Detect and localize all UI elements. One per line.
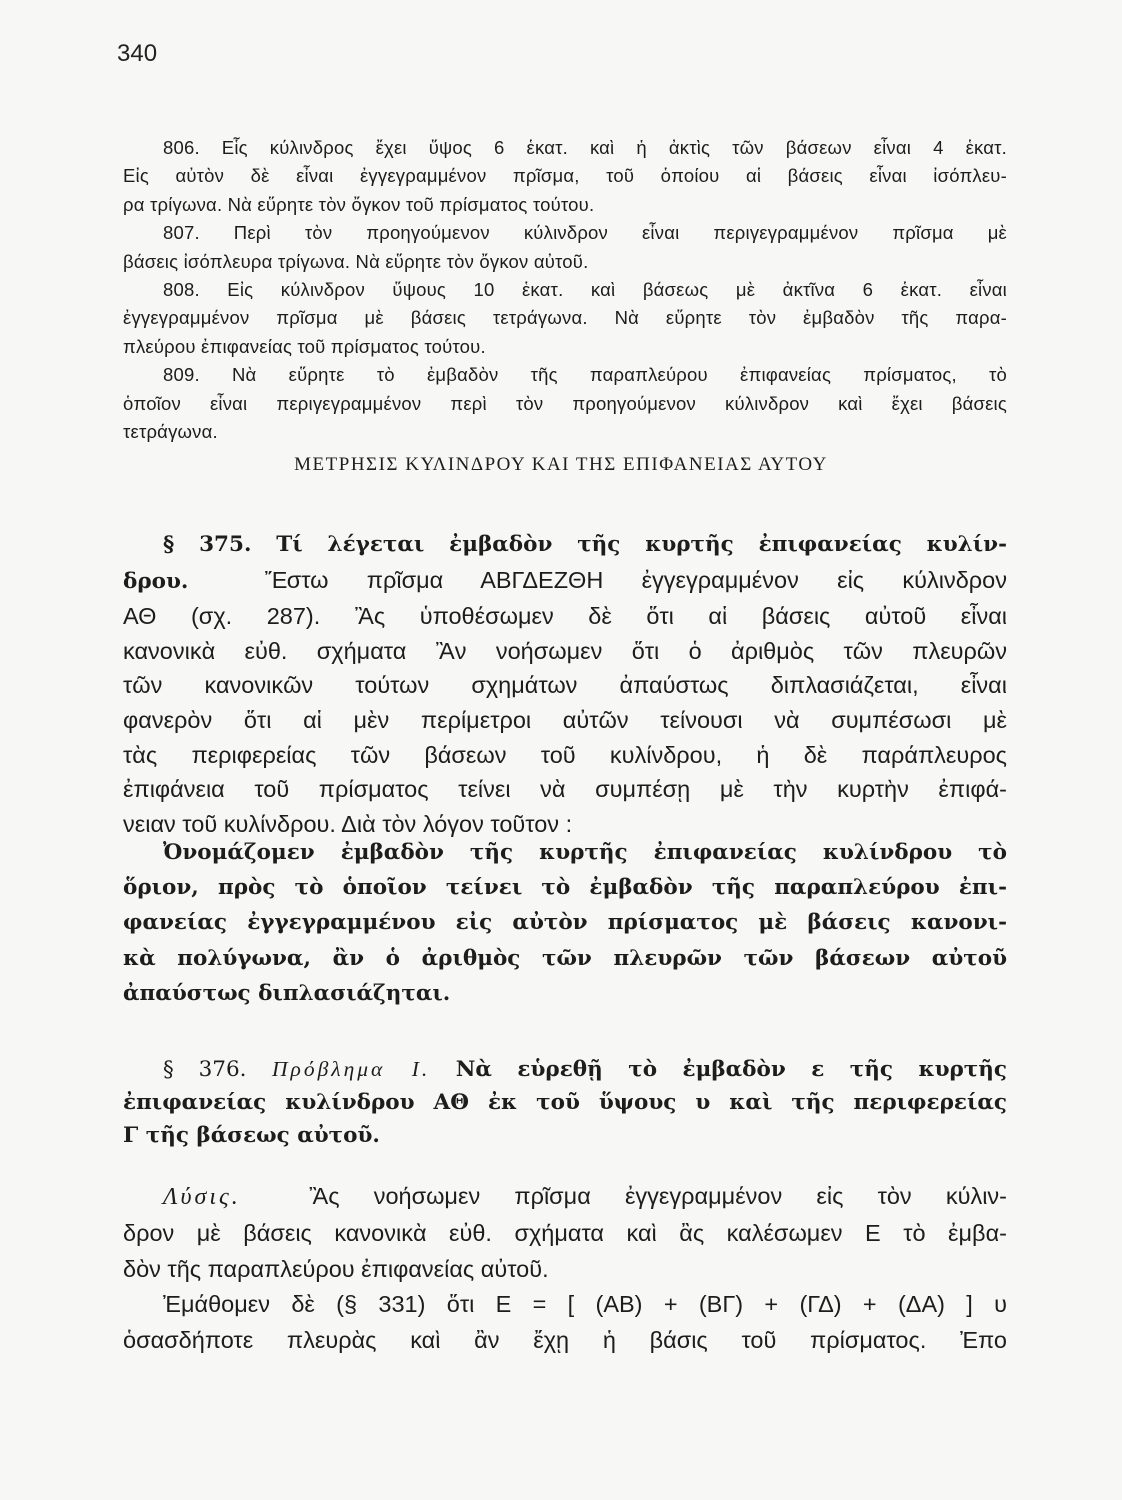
- section-375-line: φανερὸν ὅτι αἱ μὲν περίμετροι αὐτῶν τείνουσι νὰ συμπέσωσι μὲ: [123, 706, 1007, 733]
- section-heading: ΜΕΤΡΗΣΙΣ ΚΥΛΙΝΔΡΟΥ ΚΑΙ ΤΗΣ ΕΠΙΦΑΝΕΙΑΣ ΑΥΤΟΥ: [294, 454, 828, 475]
- exercise-line: 806. Εἷς κύλινδρος ἔχει ὕψος 6 ἑκατ. καὶ ἡ ἀκτὶς τῶν βάσεων εἶναι 4 ἑκατ.: [163, 137, 1007, 158]
- exercise-line: ρα τρίγωνα. Νὰ εὕρητε τὸν ὄγκον τοῦ πρίσματος τούτου.: [123, 193, 595, 215]
- exercise-line: βάσεις ἰσόπλευρα τρίγωνα. Νὰ εὕρητε τὸν ὄγκον αὐτοῦ.: [123, 250, 589, 272]
- solution-line: δρον μὲ βάσεις κανονικὰ εὐθ. σχήματα καὶ ἂς καλέσωμεν Ε τὸ ἐμβα-: [123, 1219, 1007, 1246]
- exercise-line: ὁποῖον εἶναι περιγεγραμμένον περὶ τὸν προηγούμενον κύλινδρον καὶ ἔχει βάσεις: [123, 392, 1007, 414]
- page-number: 340: [117, 40, 158, 67]
- solution-body: [123, 1216, 1007, 1359]
- section-375-line: τὰς περιφερείας τῶν βάσεων τοῦ κυλίνδρου, ἡ δὲ παράπλευρος: [123, 741, 1007, 768]
- section-375-text: Ἔστω πρῖσμα ΑΒΓΔΕΖΘΗ ἐγγεγραμμένον εἰς κύλινδρον: [264, 566, 1007, 593]
- section-375-title: § 375. Τί λέγεται ἐμβαδὸν τῆς κυρτῆς ἐπιφανείας κυλίν-: [163, 532, 1007, 557]
- section-376: [123, 1053, 1007, 1152]
- problem-statement-1: Νὰ εὑρεθῇ τὸ ἐμβαδὸν ε τῆς κυρτῆς: [455, 1057, 1007, 1082]
- problem-label: Πρόβλημα Ι.: [271, 1057, 431, 1081]
- solution-label: Λύσις.: [163, 1184, 241, 1210]
- exercise-line: Εἰς αὐτὸν δὲ εἶναι ἐγγεγραμμένον πρῖσμα, τοῦ ὁποίου αἱ βάσεις εἶναι ἰσόπλευ-: [123, 165, 1007, 187]
- solution-line: ὁσασδήποτε πλευρὰς καὶ ἂν ἔχῃ ἡ βάσις τοῦ πρίσματος. Ἐπο: [123, 1327, 1007, 1354]
- section-375-line: τῶν κανονικῶν τούτων σχημάτων ἀπαύστως διπλασιάζεται, εἶναι: [123, 672, 1007, 699]
- section-375-line: ἐπιφάνεια τοῦ πρίσματος τείνει νὰ συμπέσῃ μὲ τὴν κυρτὴν ἐπιφά-: [123, 776, 1007, 803]
- section-375-first-line: [123, 526, 1007, 563]
- section-375-line: κανονικὰ εὐθ. σχήματα Ἂν νοήσωμεν ὅτι ὁ ἀριθμὸς τῶν πλευρῶν: [123, 637, 1007, 664]
- section-375-line: νειαν τοῦ κυλίνδρου. Διὰ τὸν λόγον τοῦτον :: [123, 810, 573, 837]
- problem-number: § 376.: [163, 1057, 247, 1082]
- solution-text: Ἂς νοήσωμεν πρῖσμα ἐγγεγραμμένον εἰς τὸν κύλιν-: [309, 1183, 1007, 1209]
- definition-line: ἀπαύστως διπλασιάζηται.: [123, 980, 451, 1006]
- exercise-line: ἐγγεγραμμένον πρῖσμα μὲ βάσεις τετράγωνα. Νὰ εὕρητε τὸν ἐμβαδὸν τῆς παρα-: [123, 307, 1007, 329]
- definition-line: φανείας ἐγγεγραμμένου εἰς αὐτὸν πρίσματος μὲ βάσεις κανονι-: [123, 910, 1007, 936]
- problem-statement-2: ἐπιφανείας κυλίνδρου ΑΘ ἐκ τοῦ ὕψους υ καὶ τῆς περιφερείας: [123, 1090, 1007, 1115]
- section-375-body: [123, 599, 1007, 841]
- solution-first-line: [123, 1179, 1007, 1216]
- exercise-line: 808. Εἰς κύλινδρον ὕψους 10 ἑκατ. καὶ βάσεως μὲ ἀκτῖνα 6 ἑκατ. εἶναι: [163, 279, 1007, 301]
- definition-block: [123, 835, 1007, 1011]
- solution-line: Ἐμάθομεν δὲ (§ 331) ὅτι Ε = [ (ΑΒ) + (ΒΓ) + (ΓΔ) + (ΔΑ) ] υ: [163, 1291, 1007, 1318]
- exercises-block: [123, 134, 1007, 446]
- problem-first-line: [123, 1053, 1007, 1086]
- section-375-second-line: [123, 563, 1007, 600]
- exercise-line: τετράγωνα.: [123, 421, 218, 443]
- section-375-title-cont: δρου.: [123, 568, 189, 594]
- definition-line: Ὀνομάζομεν ἐμβαδὸν τῆς κυρτῆς ἐπιφανείας κυλίνδρου τὸ: [163, 840, 1007, 865]
- section-375: [123, 526, 1007, 841]
- section-375-line: ΑΘ (σχ. 287). Ἂς ὑποθέσωμεν δὲ ὅτι αἱ βάσεις αὐτοῦ εἶναι: [123, 603, 1007, 630]
- solution-block: [123, 1179, 1007, 1359]
- solution-line: δὸν τῆς παραπλεύρου ἐπιφανείας αὐτοῦ.: [123, 1255, 549, 1282]
- exercise-line: 809. Νὰ εὕρητε τὸ ἐμβαδὸν τῆς παραπλεύρου ἐπιφανείας πρίσματος, τὸ: [163, 364, 1007, 386]
- exercise-line: 807. Περὶ τὸν προηγούμενον κύλινδρον εἶναι περιγεγραμμένον πρῖσμα μὲ: [163, 222, 1007, 244]
- problem-statement-3: Γ τῆς βάσεως αὐτοῦ.: [123, 1123, 380, 1148]
- definition-line: κὰ πολύγωνα, ἂν ὁ ἀριθμὸς τῶν πλευρῶν τῶν βάσεων αὐτοῦ: [123, 945, 1007, 971]
- definition-line: ὅριον, πρὸς τὸ ὁποῖον τείνει τὸ ἐμβαδὸν τῆς παραπλεύρου ἐπι-: [123, 875, 1007, 901]
- exercise-line: πλεύρου ἐπιφανείας τοῦ πρίσματος τούτου.: [123, 335, 486, 357]
